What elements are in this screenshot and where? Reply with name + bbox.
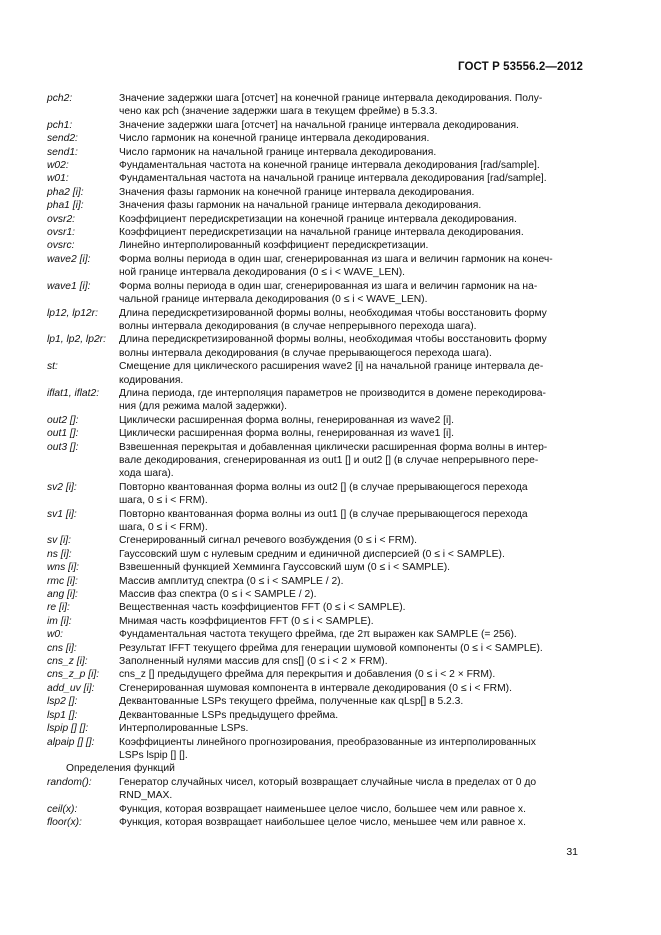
definition-text: Интерполированные LSPs. bbox=[119, 723, 249, 735]
definition-row bbox=[47, 481, 583, 508]
definition-text: Длина передискретизированной формы волны, необходимая чтобы восстановить форму волны интервала декодирования (в случае непрерывного перехода шага). bbox=[119, 307, 547, 332]
definition-term: send2: bbox=[47, 133, 78, 145]
definition-text: Фундаментальная частота на начальной границе интервала декодирования [rad/sample]. bbox=[119, 173, 547, 185]
definition-term: pha1 [i]: bbox=[47, 200, 84, 212]
definition-row bbox=[47, 199, 583, 212]
definition-term: lsp1 []: bbox=[47, 709, 78, 721]
definition-term: lp1, lp2, lp2r: bbox=[47, 334, 106, 346]
definition-term: re [i]: bbox=[47, 602, 70, 614]
definition-term: cns_z [i]: bbox=[47, 656, 88, 668]
definition-term: ns [i]: bbox=[47, 548, 72, 560]
definition-text: Значения фазы гармоник на конечной границе интервала декодирования. bbox=[119, 186, 475, 198]
page-number: 31 bbox=[566, 846, 578, 858]
definition-row bbox=[47, 816, 583, 829]
definition-text: Сгенерированный сигнал речевого возбуждения (0 ≤ i < FRM). bbox=[119, 535, 417, 547]
definition-term: wave1 [i]: bbox=[47, 280, 91, 292]
definition-term: w02: bbox=[47, 160, 69, 172]
definition-text: Взвешенная перекрытая и добавленная циклически расширенная форма волны в интер- вале декодирования, сгенерированная из out1 [] и out2 [] (в случае непрерывного пере- хода шага). bbox=[119, 441, 548, 480]
definition-text: Значение задержки шага [отсчет] на конечной границе интервала декодирования. Полу- чено как pch (значение задержки шага в текущем фрейме) в 5.3.3. bbox=[119, 93, 543, 118]
definition-row bbox=[47, 695, 583, 708]
definition-text: Линейно интерполированный коэффициент передискретизации. bbox=[119, 240, 429, 252]
definition-row bbox=[47, 307, 583, 334]
definition-row bbox=[47, 132, 583, 145]
definition-term: alpaip [] []: bbox=[47, 736, 95, 748]
definition-text: Фундаментальная частота на конечной границе интервала декодирования [rad/sample]. bbox=[119, 160, 540, 172]
definition-row bbox=[47, 655, 583, 668]
definition-row bbox=[47, 776, 583, 803]
definition-text: Длина передискретизированной формы волны, необходимая чтобы восстановить форму волны интервала декодирования (в случае прерывающегося перехода шага). bbox=[119, 334, 547, 359]
definition-row bbox=[47, 441, 583, 481]
definition-row bbox=[47, 722, 583, 735]
definition-text: Функция, которая возвращает наименьшее целое число, большее чем или равное x. bbox=[119, 803, 526, 815]
definition-row bbox=[47, 601, 583, 614]
definition-row bbox=[47, 280, 583, 307]
document-header: ГОСТ Р 53556.2—2012 bbox=[458, 61, 583, 73]
definition-text: Коэффициент передискретизации на начальной границе интервала декодирования. bbox=[119, 227, 524, 239]
definition-text: Массив амплитуд спектра (0 ≤ i < SAMPLE / 2). bbox=[119, 575, 344, 587]
definition-row bbox=[47, 253, 583, 280]
definition-row bbox=[47, 803, 583, 816]
definition-text: Мнимая часть коэффициентов FFT (0 ≤ i < SAMPLE). bbox=[119, 615, 374, 627]
definition-text: Гауссовский шум с нулевым средним и единичной дисперсией (0 ≤ i < SAMPLE). bbox=[119, 548, 505, 560]
definition-text: Деквантованные LSPs текущего фрейма, полученные как qLsp[] в 5.2.3. bbox=[119, 696, 464, 708]
definition-term: out3 []: bbox=[47, 441, 79, 453]
definition-row bbox=[47, 92, 583, 119]
definition-row bbox=[47, 508, 583, 535]
definition-row bbox=[47, 548, 583, 561]
definition-term: lsp2 []: bbox=[47, 696, 78, 708]
definition-row bbox=[47, 146, 583, 159]
definition-term: out2 []: bbox=[47, 414, 79, 426]
definition-row bbox=[47, 159, 583, 172]
definition-row bbox=[47, 709, 583, 722]
definition-term: cns_z_p [i]: bbox=[47, 669, 100, 681]
definition-row bbox=[47, 668, 583, 681]
definition-row bbox=[47, 736, 583, 763]
definition-term: random(): bbox=[47, 776, 92, 788]
definition-text: Сгенерированная шумовая компонента в интервале декодирования (0 ≤ i < FRM). bbox=[119, 682, 512, 694]
definition-text: Циклически расширенная форма волны, генерированная из wave2 [i]. bbox=[119, 414, 455, 426]
definition-term: ovsr1: bbox=[47, 227, 76, 239]
definition-term: ovsrc: bbox=[47, 240, 75, 252]
definition-row bbox=[47, 119, 583, 132]
definition-text: Фундаментальная частота текущего фрейма, где 2π выражен как SAMPLE (= 256). bbox=[119, 629, 517, 641]
definition-row bbox=[47, 534, 583, 547]
definition-term: lspip [] []: bbox=[47, 723, 89, 735]
definition-row bbox=[47, 360, 583, 387]
definition-text: Повторно квантованная форма волны из out1 [] (в случае прерывающегося перехода шага, 0 ≤ i < FRM). bbox=[119, 508, 528, 533]
definition-text: Повторно квантованная форма волны из out2 [] (в случае прерывающегося перехода шага, 0 ≤ i < FRM). bbox=[119, 481, 528, 507]
definition-row bbox=[47, 427, 583, 440]
definition-term: pha2 [i]: bbox=[47, 186, 84, 198]
definition-term: cns [i]: bbox=[47, 642, 77, 654]
definition-row bbox=[47, 387, 583, 414]
definition-text: Коэффициент передискретизации на конечной границе интервала декодирования. bbox=[119, 213, 517, 225]
definition-term: iflat1, iflat2: bbox=[47, 387, 100, 399]
definition-row bbox=[47, 414, 583, 427]
definition-text: Вещественная часть коэффициентов FFT (0 ≤ i < SAMPLE). bbox=[119, 602, 406, 614]
definition-text: Генератор случайных чисел, который возвращает случайные числа в пределах от 0 до RND_MAX. bbox=[119, 776, 537, 802]
definition-text: Заполненный нулями массив для cns[] (0 ≤ i < 2 × FRM). bbox=[119, 656, 388, 668]
definition-term: lp12, lp12r: bbox=[47, 307, 98, 319]
definition-term: send1: bbox=[47, 146, 78, 158]
definition-text: Число гармоник на конечной границе интервала декодирования. bbox=[119, 133, 430, 145]
section-subheading: Определения функций bbox=[66, 763, 175, 775]
definition-row bbox=[47, 561, 583, 574]
definition-row bbox=[47, 213, 583, 226]
definition-term: im [i]: bbox=[47, 615, 72, 627]
definition-row bbox=[47, 239, 583, 252]
definition-term: sv1 [i]: bbox=[47, 508, 77, 520]
definition-row bbox=[47, 172, 583, 185]
definition-text: Циклически расширенная форма волны, генерированная из wave1 [i]. bbox=[119, 428, 455, 440]
definition-row bbox=[47, 226, 583, 239]
definition-text: Число гармоник на начальной границе интервала декодирования. bbox=[119, 146, 437, 158]
definition-row bbox=[47, 642, 583, 655]
definition-text: Результат IFFT текущего фрейма для генерации шумовой компоненты (0 ≤ i < SAMPLE). bbox=[119, 642, 543, 654]
definition-text: Значение задержки шага [отсчет] на начальной границе интервала декодирования. bbox=[119, 119, 519, 131]
definition-term: pch2: bbox=[47, 93, 73, 104]
definition-text: Форма волны периода в один шаг, сгенерированная из шага и величин гармоник на конеч- ной границе интервала декодирования (0 ≤ i < WAVE_LEN). bbox=[119, 253, 553, 279]
definition-term: rmc [i]: bbox=[47, 575, 78, 587]
definition-text: Массив фаз спектра (0 ≤ i < SAMPLE / 2). bbox=[119, 589, 317, 601]
definition-row bbox=[47, 628, 583, 641]
definition-row bbox=[47, 186, 583, 199]
definition-term: wave2 [i]: bbox=[47, 253, 91, 265]
definition-term: add_uv [i]: bbox=[47, 682, 95, 694]
definition-row bbox=[47, 615, 583, 628]
definition-term: floor(x): bbox=[47, 816, 82, 828]
definitions-list bbox=[47, 92, 583, 829]
definition-row bbox=[47, 588, 583, 601]
definition-term: ovsr2: bbox=[47, 213, 76, 225]
definition-term: wns [i]: bbox=[47, 562, 80, 574]
definition-term: st: bbox=[47, 361, 58, 373]
definition-term: w01: bbox=[47, 173, 69, 185]
definition-term: ceil(x): bbox=[47, 803, 78, 815]
definition-text: Взвешенный функцией Хемминга Гауссовский шум (0 ≤ i < SAMPLE). bbox=[119, 562, 451, 574]
definition-text: cns_z [] предыдущего фрейма для перекрытия и добавления (0 ≤ i < 2 × FRM). bbox=[119, 669, 496, 681]
definition-text: Смещение для циклического расширения wave2 [i] на начальной границе интервала де- кодирования. bbox=[119, 361, 544, 386]
definition-text: Длина периода, где интерполяция параметров не производится в домене перекодирова- ния (для режима малой задержки). bbox=[119, 387, 546, 413]
definition-text: Значения фазы гармоник на начальной границе интервала декодирования. bbox=[119, 200, 482, 212]
definition-term: w0: bbox=[47, 629, 64, 641]
definition-term: out1 []: bbox=[47, 428, 79, 440]
definition-term: sv [i]: bbox=[47, 535, 72, 547]
definition-text: Функция, которая возвращает наибольшее целое число, меньшее чем или равное x. bbox=[119, 816, 526, 828]
definition-term: ang [i]: bbox=[47, 589, 78, 601]
definition-row bbox=[47, 333, 583, 360]
definition-term: sv2 [i]: bbox=[47, 481, 77, 493]
definition-text: Коэффициенты линейного прогнозирования, преобразованные из интерполированных LSPs lspip [] []. bbox=[119, 736, 536, 761]
definition-row bbox=[47, 682, 583, 695]
definition-text: Деквантованные LSPs предыдущего фрейма. bbox=[119, 709, 339, 721]
definition-row bbox=[47, 575, 583, 588]
definition-text: Форма волны периода в один шаг, сгенерированная из шага и величин гармоник на на- чальной границе интервала декодирования (0 ≤ i < WAVE_LEN). bbox=[119, 280, 538, 306]
definition-term: pch1: bbox=[47, 119, 73, 131]
